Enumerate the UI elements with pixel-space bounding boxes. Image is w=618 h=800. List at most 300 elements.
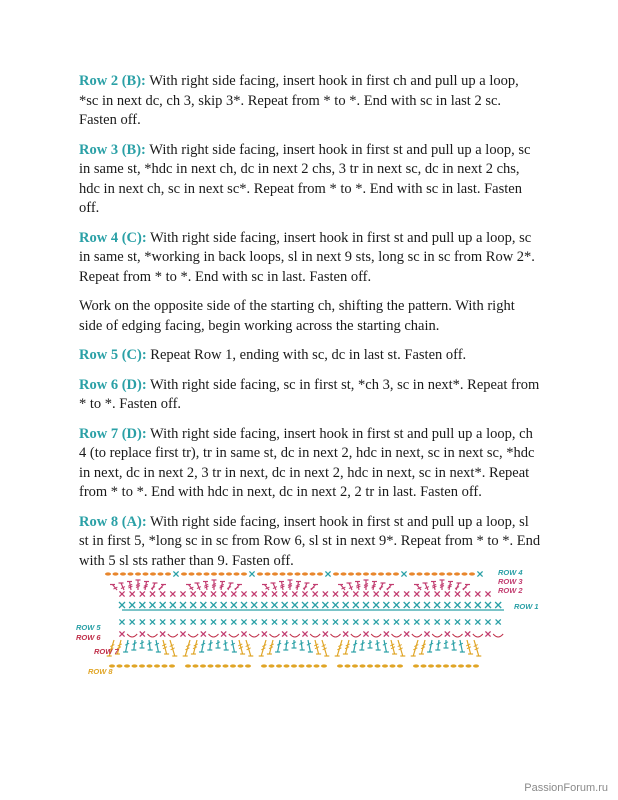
row-5-stitch [272, 619, 277, 624]
row-6-stitch [445, 631, 450, 636]
row-1-stitch [495, 602, 501, 608]
row-5-stitch [170, 619, 175, 624]
row-2-stitch [475, 591, 480, 596]
row-4-long-sc [401, 571, 406, 576]
row-5-stitch [150, 619, 155, 624]
row-7-stitch [438, 640, 439, 650]
row-2-stitch [465, 591, 470, 596]
row-2-stitch [221, 591, 226, 596]
row-2-stitch [435, 591, 440, 596]
row-8-slip-stitch [413, 664, 419, 667]
row-5-stitch [414, 619, 419, 624]
row-4-slip-stitch [386, 572, 392, 575]
row-text: With right side facing, insert hook in first st and pull up a loop, ch 4 (to replace first tr), tr in same st, dc in next 2, hdc in next, sc in next sc, *hdc in next, dc in next 2, 3 tr in next, dc in next 2, hdc in next, sc in next*. Repeat from * to *. End with hdc in next, dc in next 2, 2 tr in last. Fasten off. [79, 425, 535, 500]
row-5-stitch [424, 619, 429, 624]
row-1-stitch [231, 602, 237, 608]
row-2-stitch [262, 591, 267, 596]
row-8-slip-stitch [261, 664, 267, 667]
row-6-chain [310, 634, 320, 637]
row-1-stitch [465, 602, 471, 608]
row-8-slip-stitch [466, 664, 472, 667]
row-1-stitch [373, 602, 379, 608]
row-7-stitch [156, 640, 158, 652]
row-label: Row 6 (D): [79, 376, 147, 393]
row-2-stitch [292, 591, 297, 596]
row-4-slip-stitch [158, 572, 164, 575]
label-row-1: ROW 1 [514, 602, 539, 611]
row-label: Row 2 (B): [79, 73, 146, 89]
row-1-stitch [455, 602, 461, 608]
row-5-stitch [313, 619, 318, 624]
row-8-slip-stitch [360, 664, 366, 667]
row-5-stitch [445, 619, 450, 624]
row-4-slip-stitch [302, 572, 308, 575]
row-6-stitch [201, 631, 206, 636]
row-6-stitch [424, 631, 429, 636]
row-6-chain [188, 634, 198, 637]
row-5-stitch [384, 619, 389, 624]
row-7-stitch [377, 640, 378, 650]
row-8-slip-stitch [154, 664, 160, 667]
row-7-stitch [126, 640, 128, 652]
row-6-chain [229, 634, 239, 637]
row-6-stitch [180, 631, 185, 636]
row-8-slip-stitch [473, 664, 479, 667]
row-7-stitch [308, 640, 310, 652]
row-label: Row 4 (C): [79, 229, 147, 246]
row-2-stitch [445, 591, 450, 596]
row-2-stitch [140, 591, 145, 596]
row-1-stitch [251, 602, 257, 608]
row-4-slip-stitch [189, 572, 195, 575]
row-6-stitch [241, 631, 246, 636]
row-5-stitch [241, 619, 246, 624]
row-4-slip-stitch [165, 572, 171, 575]
row-1-stitch [444, 602, 450, 608]
row-8-slip-stitch [208, 664, 214, 667]
row-4-long-sc [477, 571, 482, 576]
row-5-stitch [302, 619, 307, 624]
row-5-stitch [404, 619, 409, 624]
row-6-chain [432, 634, 442, 637]
row-8-slip-stitch [337, 664, 343, 667]
row-8-slip-stitch [238, 664, 244, 667]
row-5-stitch [201, 619, 206, 624]
row-2-stitch [241, 591, 246, 596]
row-6-chain [148, 634, 158, 637]
row-4-slip-stitch [348, 572, 354, 575]
row-labels-right [498, 568, 539, 611]
row-6-chain [127, 634, 137, 637]
row-3-stitch [349, 583, 352, 590]
row-5-stitch [231, 619, 236, 624]
row-7-stitch [301, 640, 302, 650]
row-4-slip-stitch [310, 572, 316, 575]
row-4-slip-stitch [432, 572, 438, 575]
row-1-stitch [475, 602, 481, 608]
row-4-slip-stitch [287, 572, 293, 575]
row-4-slip-stitch [378, 572, 384, 575]
row-8-slip-stitch [193, 664, 199, 667]
row-7-stitch [286, 640, 287, 650]
row-5-stitch [282, 619, 287, 624]
row-6-chain [473, 634, 483, 637]
row-1-stitch [302, 602, 308, 608]
label-row-6: ROW 6 [76, 633, 101, 642]
row-1-stitch [190, 602, 196, 608]
row-4-slip-stitch [135, 572, 141, 575]
row-2-stitch [353, 591, 358, 596]
row-2-stitch [384, 591, 389, 596]
label-row-4: ROW 4 [498, 568, 523, 577]
row-2-stitch [180, 591, 185, 596]
row-5-stitch [160, 619, 165, 624]
row-2-stitch [313, 591, 318, 596]
row-5-stitch [180, 619, 185, 624]
row-4-slip-stitch [219, 572, 225, 575]
row-7-stitch [210, 640, 211, 650]
row-5-stitch [374, 619, 379, 624]
row-1-stitch [485, 602, 491, 608]
row-4-slip-stitch [226, 572, 232, 575]
row-6-stitch [323, 631, 328, 636]
row-2-stitch [119, 591, 124, 596]
row-6-chain [371, 634, 381, 637]
row-7-stitch [232, 640, 234, 652]
label-row-2: ROW 2 [498, 586, 523, 595]
row-5-stitch [252, 619, 257, 624]
row-7-stitch [278, 640, 280, 652]
row-1-stitch [322, 602, 328, 608]
row-label: Row 5 (C): [79, 347, 147, 363]
row-5-stitch [191, 619, 196, 624]
row-6-chain [331, 634, 341, 637]
row-1-stitch [170, 602, 176, 608]
row-8-slip-stitch [397, 664, 403, 667]
row-1-stitch [241, 602, 247, 608]
row-7-instructions [79, 425, 541, 503]
row-4-slip-stitch [120, 572, 126, 575]
row-6-stitch [119, 631, 124, 636]
row-4-slip-stitch [196, 572, 202, 575]
row-6-stitch [384, 631, 389, 636]
row-8-slip-stitch [352, 664, 358, 667]
row-2-stitch [394, 591, 399, 596]
row-2-stitch [302, 591, 307, 596]
row-7-stitch [134, 640, 135, 650]
row-2-stitch [404, 591, 409, 596]
row-4-slip-stitch [234, 572, 240, 575]
row-8-slip-stitch [284, 664, 290, 667]
row-4-slip-stitch [105, 572, 111, 575]
row-1-stitch [424, 602, 430, 608]
row-4-slip-stitch [128, 572, 134, 575]
row-label: Row 7 (D): [79, 425, 147, 442]
row-8-slip-stitch [215, 664, 221, 667]
row-6-chain [290, 634, 300, 637]
row-6-stitch [465, 631, 470, 636]
row-4-slip-stitch [341, 572, 347, 575]
row-5-stitch [211, 619, 216, 624]
row-1-stitch [261, 602, 267, 608]
row-4-slip-stitch [295, 572, 301, 575]
row-3-stitch [197, 583, 200, 590]
row-8-slip-stitch [390, 664, 396, 667]
row-labels-left [76, 623, 119, 676]
row-1-stitch [363, 602, 369, 608]
row-2-stitch [455, 591, 460, 596]
row-5-stitch [465, 619, 470, 624]
row-1-stitch [150, 602, 156, 608]
row-8-slip-stitch [299, 664, 305, 667]
row-1-stitch [343, 602, 349, 608]
row-text: With right side facing, insert hook in first ch and pull up a loop, *sc in next dc, ch 3, skip 3*. Repeat from * to *. End with sc in last 2 sc. Fasten off. [79, 73, 519, 128]
row-8-slip-stitch [321, 664, 327, 667]
row-8-slip-stitch [375, 664, 381, 667]
row-1-stitch [211, 602, 217, 608]
row-8-slip-stitch [291, 664, 297, 667]
row-2-stitch [485, 591, 490, 596]
row-4-long-sc [173, 571, 178, 576]
row-2-stitch [323, 591, 328, 596]
row-6-chain [249, 634, 259, 637]
row-1-stitch [180, 602, 186, 608]
row-8-slip-stitch [200, 664, 206, 667]
row-5-stitch [140, 619, 145, 624]
row-6-chain [453, 634, 463, 637]
row-text: With right side facing, insert hook in first st and pull up a loop, sc in same st, *hdc in next ch, dc in next 2 chs, 3 tr in next sc, dc in next 2 chs, hdc in next ch, sc in next sc*. Repeat from * to *. End with sc in last. Fasten off. [79, 141, 531, 216]
row-text: With right side facing, insert hook in first st and pull up a loop, sc in same st, *working in back loops, sl in next 9 sts, long sc in sc from Row 2*. Repeat from * to *. End with sc in last. Fasten off. [79, 229, 535, 285]
row-1-stitch [119, 602, 125, 608]
row-6-stitch [221, 631, 226, 636]
row-7-stitch [149, 640, 150, 650]
row-8-slip-stitch [139, 664, 145, 667]
row-8-slip-stitch [428, 664, 434, 667]
row-2-stitch [160, 591, 165, 596]
row-4-slip-stitch [113, 572, 119, 575]
row-4-slip-stitch [143, 572, 149, 575]
row-6-chain [351, 634, 361, 637]
row-text: Work on the opposite side of the starting ch, shifting the pattern. With right side of edging facing, begin working across the starting chain. [79, 298, 515, 334]
row-5-stitch [394, 619, 399, 624]
row-8-slip-stitch [132, 664, 138, 667]
row-8-slip-stitch [367, 664, 373, 667]
row-2-stitch [201, 591, 206, 596]
row-5-stitch [119, 619, 124, 624]
row-4-slip-stitch [356, 572, 362, 575]
row-8-slip-stitch [306, 664, 312, 667]
row-2-stitch [343, 591, 348, 596]
row-4-slip-stitch [469, 572, 475, 575]
row-4-slip-stitch [447, 572, 453, 575]
row-label: Row 8 (A): [79, 513, 147, 530]
row-6-stitch [302, 631, 307, 636]
row-5-stitch [333, 619, 338, 624]
row-7-stitch [430, 640, 432, 652]
row-4-slip-stitch [333, 572, 339, 575]
row-5-stitch [496, 619, 501, 624]
row-8-slip-stitch [451, 664, 457, 667]
row-8-slip-stitch [245, 664, 251, 667]
row-8-slip-stitch [421, 664, 427, 667]
row-8-slip-stitch [345, 664, 351, 667]
row-1-stitch [160, 602, 166, 608]
row-4-long-sc [325, 571, 330, 576]
row-2-stitch [282, 591, 287, 596]
label-row-3: ROW 3 [498, 577, 523, 586]
row-6-stitch [160, 631, 165, 636]
row-1-stitch [129, 602, 135, 608]
row-7-stitch [202, 640, 204, 652]
stitch-marks [105, 571, 504, 667]
label-row-5: ROW 5 [76, 623, 101, 632]
row-4-slip-stitch [454, 572, 460, 575]
row-6-chain [168, 634, 178, 637]
row-5-stitch [485, 619, 490, 624]
row-7-stitch [453, 640, 454, 650]
row-8-slip-stitch [117, 664, 123, 667]
row-8-slip-stitch [169, 664, 175, 667]
row-1-stitch [282, 602, 288, 608]
row-4-slip-stitch [439, 572, 445, 575]
row-8-slip-stitch [276, 664, 282, 667]
row-2-stitch [272, 591, 277, 596]
row-2-instructions [79, 72, 541, 131]
row-5-stitch [353, 619, 358, 624]
row-5-stitch [343, 619, 348, 624]
row-5-stitch [130, 619, 135, 624]
row-1-stitch [333, 602, 339, 608]
row-1-stitch [292, 602, 298, 608]
row-4-long-sc [249, 571, 254, 576]
row-8-slip-stitch [223, 664, 229, 667]
row-2-stitch [252, 591, 257, 596]
row-2-stitch [170, 591, 175, 596]
row-4-instructions [79, 229, 541, 288]
row-1-stitch [200, 602, 206, 608]
row-8-slip-stitch [269, 664, 275, 667]
row-8-slip-stitch [458, 664, 464, 667]
row-2-stitch [130, 591, 135, 596]
row-4-slip-stitch [211, 572, 217, 575]
row-text: Repeat Row 1, ending with sc, dc in last st. Fasten off. [146, 347, 467, 363]
row-1-stitch [394, 602, 400, 608]
row-6-chain [209, 634, 219, 637]
row-2-stitch [374, 591, 379, 596]
row-7-stitch [460, 640, 462, 652]
row-4-slip-stitch [280, 572, 286, 575]
row-1-stitch [404, 602, 410, 608]
row-4-slip-stitch [204, 572, 210, 575]
row-6-chain [270, 634, 280, 637]
row-2-stitch [211, 591, 216, 596]
row-text: With right side facing, insert hook in first st and pull up a loop, sl st in first 5, *long sc in sc from Row 6, sl st in next 9*. Repeat from * to *. End with 5 sl sts rather than 9. Fasten off. [79, 513, 541, 569]
row-7-stitch [384, 640, 386, 652]
row-6-stitch [485, 631, 490, 636]
row-6-chain [493, 634, 503, 637]
row-8-slip-stitch [443, 664, 449, 667]
row-8-slip-stitch [185, 664, 191, 667]
row-6-stitch [343, 631, 348, 636]
label-row-8: ROW 8 [88, 667, 113, 676]
row-4-slip-stitch [363, 572, 369, 575]
row-4-slip-stitch [424, 572, 430, 575]
row-8-slip-stitch [147, 664, 153, 667]
row-3-stitch [273, 583, 276, 590]
row-5-stitch [455, 619, 460, 624]
row-6-stitch [140, 631, 145, 636]
label-row-7: ROW 7 [94, 647, 119, 656]
row-2-stitch [363, 591, 368, 596]
row-6-stitch [282, 631, 287, 636]
row-4-slip-stitch [241, 572, 247, 575]
row-4-slip-stitch [417, 572, 423, 575]
row-4-slip-stitch [317, 572, 323, 575]
row-8-slip-stitch [230, 664, 236, 667]
row-4-slip-stitch [181, 572, 187, 575]
row-4-slip-stitch [409, 572, 415, 575]
row-1-stitch [272, 602, 278, 608]
row-4-slip-stitch [371, 572, 377, 575]
row-4-slip-stitch [393, 572, 399, 575]
row-1-stitch [353, 602, 359, 608]
row-8-slip-stitch [436, 664, 442, 667]
row-5-stitch [292, 619, 297, 624]
row-3-instructions [79, 141, 541, 219]
row-4-slip-stitch [150, 572, 156, 575]
row-2-stitch [414, 591, 419, 596]
row-7-stitch [354, 640, 356, 652]
row-4-slip-stitch [257, 572, 263, 575]
row-2-stitch [231, 591, 236, 596]
row-4-slip-stitch [265, 572, 271, 575]
row-5-stitch [323, 619, 328, 624]
row-1-stitch [414, 602, 420, 608]
pattern-text [79, 72, 541, 581]
row-6-stitch [404, 631, 409, 636]
row-4-slip-stitch [462, 572, 468, 575]
row-2-stitch [333, 591, 338, 596]
row-7-stitch [362, 640, 363, 650]
row-8-slip-stitch [162, 664, 168, 667]
row-1-stitch [221, 602, 227, 608]
row-1-stitch [383, 602, 389, 608]
row-3-stitch [425, 583, 428, 590]
row-6-stitch [363, 631, 368, 636]
row-5-stitch [475, 619, 480, 624]
row-6-instructions [79, 376, 541, 415]
row-8-slip-stitch [314, 664, 320, 667]
row-2-stitch [191, 591, 196, 596]
row-6-chain [392, 634, 402, 637]
row-5-stitch [363, 619, 368, 624]
row-7-stitch [225, 640, 226, 650]
row-5-stitch [262, 619, 267, 624]
row-5-stitch [221, 619, 226, 624]
row-5-stitch [435, 619, 440, 624]
row-3-stitch [121, 583, 124, 590]
row-1-stitch [434, 602, 440, 608]
row-8-slip-stitch [382, 664, 388, 667]
starting-chain-note [79, 297, 541, 336]
row-5-instructions [79, 346, 541, 366]
row-text: With right side facing, sc in first st, *ch 3, sc in next*. Repeat from * to *. Fasten off. [79, 376, 540, 412]
crochet-stitch-chart [70, 560, 550, 685]
row-8-slip-stitch [124, 664, 130, 667]
row-1-stitch [139, 602, 145, 608]
row-2-stitch [424, 591, 429, 596]
row-6-stitch [262, 631, 267, 636]
